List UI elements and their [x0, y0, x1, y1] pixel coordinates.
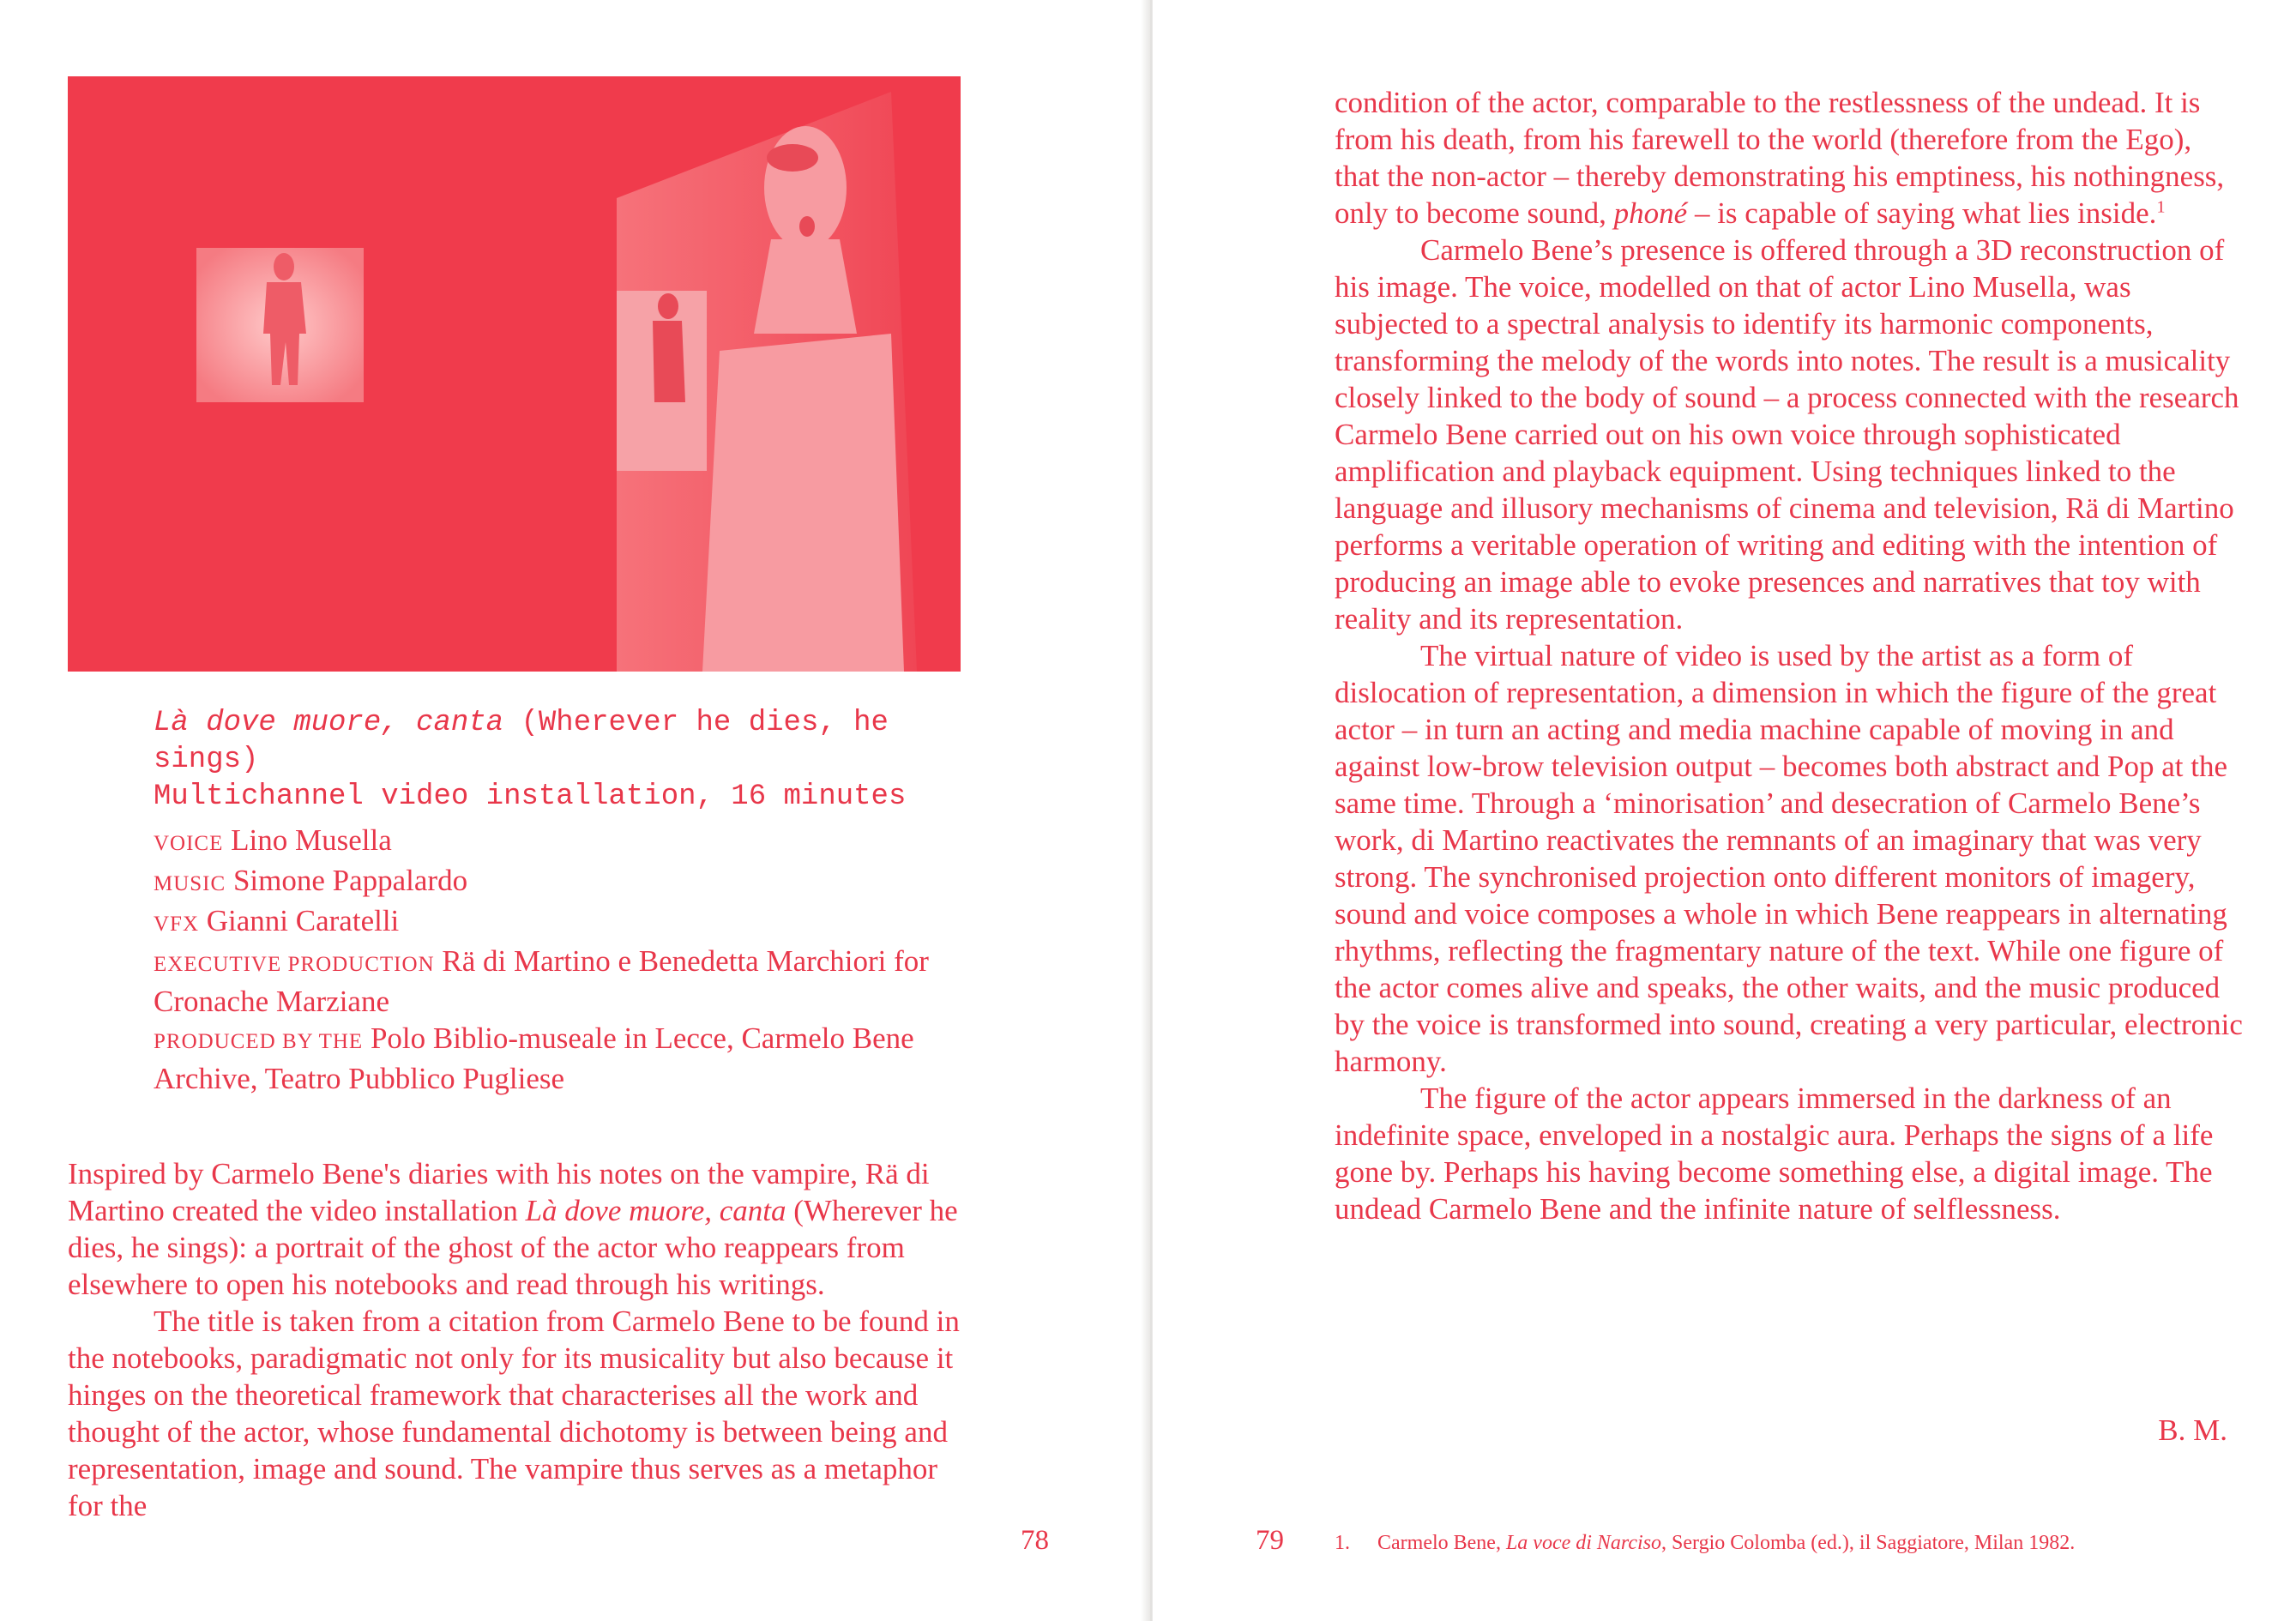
right-paragraph-1: Carmelo Bene’s presence is offered through a 3D reconstruction of his image. The voice, modelled on that of actor Lino Musella, was subjected to a spectral analysis to identify its harmonic components, transforming the melody of the words into notes. The result is a musicality closely linked to the body of sound – a process connected with the research Carmelo Bene carried out on his own voice through sophisticated amplification and playback equipment. Using techniques linked to the language and illusory mechanisms of cinema and television, Rä di Martino performs a veritable operation of writing and editing with the intention of producing an image able to evoke presences and narratives that toy with reality and its representation. — [1335, 233, 2239, 636]
footnote-marker[interactable]: 1 — [2156, 197, 2166, 217]
left-body-text — [68, 1155, 960, 1524]
installation-photo — [68, 76, 961, 672]
credits-list — [154, 822, 977, 1097]
credit-role: MUSIC — [154, 872, 226, 895]
right-paragraph-3: The figure of the actor appears immersed in the darkness of an indefinite space, enveloped in a nostalgic aura. Perhaps the signs of a life gone by. Perhaps his having become something else, a digital image. The undead Carmelo Bene and the infinite nature of selflessness. — [1335, 1082, 2214, 1226]
right-body-text — [1335, 84, 2244, 1227]
text-run: condition of the actor, comparable to the restlessness of the undead. It is from his death, from his farewell to the world (therefore from the Ego), that the non-actor – thereby demonstrating his emptiness, his nothingness, only to become sound, — [1335, 86, 2225, 230]
credit-value: Rä di Martino e Benedetta Marchiori for Cronache Marziane — [154, 944, 929, 1018]
credit-produced-by — [154, 1020, 977, 1097]
credit-role: EXECUTIVE PRODUCTION — [154, 953, 435, 976]
footnote-author: Carmelo Bene, — [1377, 1532, 1506, 1554]
right-paragraph-0 — [1335, 84, 2244, 232]
footnote-book-title: La voce di Narciso — [1505, 1532, 1662, 1554]
caption-title: Là dove muore, canta — [154, 707, 504, 739]
caption-translation: (Wherever he dies, he sings) — [154, 707, 889, 776]
caption-title-line — [154, 705, 925, 779]
text-run: (Wherever he dies, he sings): a portrait of the ghost of the actor who reappears from elsewhere to open his notebooks and read through his writings. — [68, 1194, 958, 1301]
credit-value: Simone Pappalardo — [232, 864, 468, 897]
installation-photo-graphic — [68, 76, 961, 672]
text-run: Inspired by Carmelo Bene's diaries with his notes on the vampire, Rä di Martino created the video installation — [68, 1157, 930, 1227]
credit-role: PRODUCED BY THE — [154, 1030, 364, 1053]
credit-vfx — [154, 902, 977, 943]
text-run: – is capable of saying what lies inside. — [1687, 196, 2157, 230]
credit-music — [154, 862, 977, 902]
credit-role: VFX — [154, 913, 200, 936]
credit-value: Polo Biblio-museale in Lecce, Carmelo Bene Archive, Teatro Pubblico Pugliese — [154, 1021, 914, 1095]
artwork-title-inline: Là dove muore, canta — [525, 1194, 786, 1227]
left-paragraph-1 — [68, 1155, 960, 1303]
right-paragraph-2: The virtual nature of video is used by the artist as a form of dislocation of representation, a dimension in which the figure of the great actor – in turn an acting and media machine capable of moving in and against low-brow television output – becomes both abstract and Pop at the same time. Through a ‘minorisation’ and desecration of Carmelo Bene’s work, di Martino reactivates the remnants of an imaginary that was very strong. The synchronised projection onto different monitors of imagery, sound and voice composes a whole in which Bene reappears in alternating rhythms, reflecting the fragmentary nature of the text. While one figure of the actor comes alive and speaks, the other waits, and the music produced by the voice is transformed into sound, creating a very particular, electronic harmony. — [1335, 639, 2243, 1078]
page-number-right: 79 — [1256, 1525, 1284, 1556]
credit-value: Lino Musella — [231, 823, 392, 857]
author-initials: B. M. — [2158, 1413, 2227, 1447]
caption-medium: Multichannel video installation, 16 minutes — [154, 780, 907, 813]
footnote-number: 1. — [1335, 1532, 1350, 1554]
credit-role: VOICE — [154, 832, 224, 855]
left-paragraph-2: The title is taken from a citation from Carmelo Bene to be found in the notebooks, paradigmatic not only for its musicality but also because it hinges on the theoretical framework that characterises all the work and thought of the actor, whose fundamental dichotomy is between being and representation, image and sound. The vampire thus serves as a metaphor for the — [68, 1305, 960, 1522]
footnote — [1335, 1532, 2075, 1555]
italic-word: phoné — [1613, 196, 1688, 230]
page-number-left: 78 — [1021, 1525, 1049, 1556]
artwork-caption — [154, 705, 925, 816]
credit-value: Gianni Caratelli — [206, 904, 400, 937]
credit-voice — [154, 822, 977, 862]
credit-executive-production — [154, 943, 977, 1020]
footnote-publication: , Sergio Colomba (ed.), il Saggiatore, Milan 1982. — [1661, 1532, 2076, 1554]
